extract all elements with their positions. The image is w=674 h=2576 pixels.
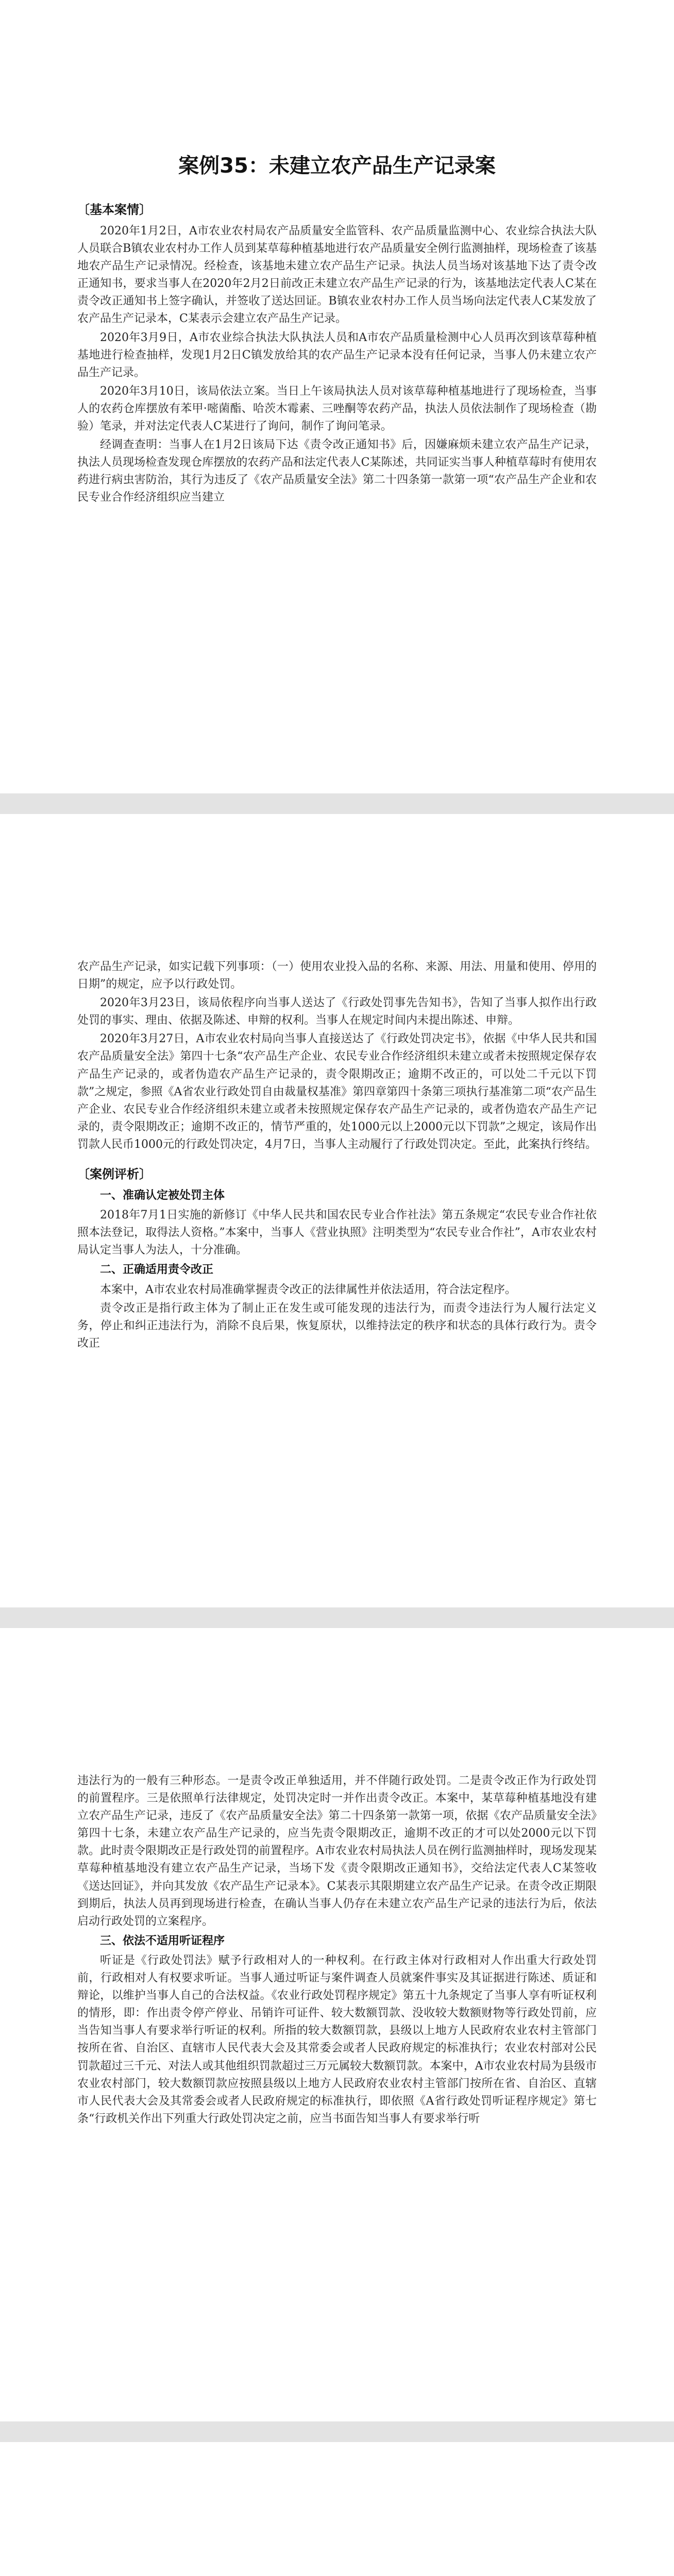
document-page-1 <box>0 0 674 793</box>
basic-facts-heading: 〔基本案情〕 <box>77 202 151 217</box>
paragraph: 2020年3月9日，A市农业综合执法大队执法人员和A市农产品质量检测中心人员再次到该草莓种植基地进行检查抽样，发现1月2日C镇发放给其的农产品生产记录本没有任何记录，当事人仍未建立农产品生产记录。 <box>77 331 597 379</box>
paragraph: 2020年3月27日，A市农业农村局向当事人直接送达了《行政处罚决定书》，依据《中华人民共和国农产品质量安全法》第四十七条“农产品生产企业、农民专业合作经济组织未建立或者未按照规定保存农产品生产记录的，或者伪造农产品生产记录的，责令限期改正；逾期不改正的，可以处二千元以下罚款”之规定，参照《A省农业行政处罚自由裁量权基准》第四章第四十条第三项执行基准第二项“农产品生产企业、农民专业合作经济组织未建立或者未按照规定保存农产品生产记录的，或者伪造农产品生产记录的，责令限期改正；逾期不改正的，情节严重的，处1000元以上2000元以下罚款”之规定，该局作出罚款人民币1000元的行政处罚决定，4月7日，当事人主动履行了行政处罚决定。至此，此案执行终结。 <box>77 1032 597 1151</box>
paragraph: 农产品生产记录，如实记载下列事项：（一）使用农业投入品的名称、来源、用法、用量和使用、停用的日期”的规定，应予以行政处罚。 <box>77 960 597 991</box>
paragraph: 2020年3月23日，该局依程序向当事人送达了《行政处罚事先告知书》，告知了当事人拟作出行政处罚的事实、理由、依据及陈述、申辩的权利。当事人在规定时间内未提出陈述、申辩。 <box>77 996 597 1027</box>
paragraph: 经调查查明：当事人在1月2日该局下达《责令改正通知书》后，因嫌麻烦未建立农产品生产记录，执法人员现场检查发现仓库摆放的农药产品和法定代表人C某陈述，共同证实当事人种植草莓时有使用农药进行病虫害防治，其行为违反了《农产品质量安全法》第二十四条第一款第一项“农产品生产企业和农民专业合作经济组织应当建立 <box>77 438 597 504</box>
document-page-3 <box>0 1628 674 2421</box>
paragraph: 责令改正是指行政主体为了制止正在发生或可能发现的违法行为，而责令违法行为人履行法定义务，停止和纠正违法行为，消除不良后果，恢复原状，以维持法定的秩序和状态的具体行政行为。责令改正 <box>77 1301 597 1350</box>
analysis-heading: 〔案例评析〕 <box>77 1167 151 1182</box>
paragraph: 本案中，A市农业农村局准确掌握责令改正的法律属性并依法适用，符合法定程序。 <box>100 1283 516 1296</box>
case-title: 案例35：未建立农产品生产记录案 <box>178 154 496 178</box>
document-page-2 <box>0 814 674 1607</box>
subsection-heading: 三、依法不适用听证程序 <box>100 1934 225 1947</box>
paragraph: 违法行为的一般有三种形态。一是责令改正单独适用，并不伴随行政处罚。二是责令改正作为行政处罚的前置程序。三是依照单行法律规定，处罚决定时一并作出责令改正。本案中，某草莓种植基地没有建立农产品生产记录，违反了《农产品质量安全法》第二十四条第一款第一项，依据《农产品质量安全法》第四十七条，未建立农产品生产记录的，应当先责令限期改正，逾期不改正的才可以处2000元以下罚款。此时责令限期改正是行政处罚的前置程序。A市农业农村局执法人员在例行监测抽样时，现场发现某草莓种植基地没有建立农产品生产记录，当场下发《责令限期改正通知书》，交给法定代表人C某签收《送达回证》，并向其发放《农产品生产记录本》。C某表示其限期建立农产品生产记录。在责令改正期限到期后，执法人员再到现场进行检查，在确认当事人仍存在未建立农产品生产记录的违法行为后，依法启动行政处罚的立案程序。 <box>77 1774 597 1928</box>
paragraph: 2020年1月2日，A市农业农村局农产品质量安全监管科、农产品质量监测中心、农业综合执法大队人员联合B镇农业农村办工作人员到某草莓种植基地进行农产品质量安全例行监测抽样，现场检查了该基地农产品生产记录情况。经检查，该基地未建立农产品生产记录。执法人员当场对该基地下达了责令改正通知书，要求当事人在2020年2月2日前改正未建立农产品生产记录的行为，该基地法定代表人C某在责令改正通知书上签字确认，并签收了送达回证。B镇农业农村办工作人员当场向法定代表人C某发放了农产品生产记录本，C某表示会建立农产品生产记录。 <box>77 225 597 326</box>
paragraph: 2018年7月1日实施的新修订《中华人民共和国农民专业合作社法》第五条规定“农民专业合作社依照本法登记，取得法人资格。”本案中，当事人《营业执照》注明类型为“农民专业合作社”，A市农业农村局认定当事人为法人，十分准确。 <box>77 1209 597 1257</box>
document-page-4 <box>0 2442 674 2576</box>
subsection-heading: 二、正确适用责令改正 <box>100 1263 214 1277</box>
paragraph: 2020年3月10日，该局依法立案。当日上午该局执法人员对该草莓种植基地进行了现场检查，当事人的农药仓库摆放有苯甲·嘧菌酯、哈茨木霉素、三唑酮等农药产品，执法人员依法制作了现场检查（勘验）笔录，并对法定代表人C某进行了询问，制作了询问笔录。 <box>77 384 597 433</box>
paragraph: 听证是《行政处罚法》赋予行政相对人的一种权利。在行政主体对行政相对人作出重大行政处罚前，行政相对人有权要求听证。当事人通过听证与案件调查人员就案件事实及其证据进行陈述、质证和辩论，以维护当事人自己的合法权益。《农业行政处罚程序规定》第五十九条规定了当事人享有听证权利的情形，即：作出责令停产停业、吊销许可证件、较大数额罚款、没收较大数额财物等行政处罚前，应当告知当事人有要求举行听证的权利。所指的较大数额罚款，县级以上地方人民政府农业农村主管部门按所在省、自治区、直辖市人民代表大会及其常委会或者人民政府规定的标准执行；农业农村部对公民罚款超过三千元、对法人或其他组织罚款超过三万元属较大数额罚款。本案中，A市农业农村局为县级市农业农村部门，较大数额罚款应按照县级以上地方人民政府农业农村主管部门按所在省、自治区、直辖市人民代表大会及其常委会或者人民政府规定的标准执行，即依照《A省行政处罚听证程序规定》第七条“行政机关作出下列重大行政处罚决定之前，应当书面告知当事人有要求举行听 <box>77 1954 597 2125</box>
subsection-heading: 一、准确认定被处罚主体 <box>100 1189 225 1202</box>
